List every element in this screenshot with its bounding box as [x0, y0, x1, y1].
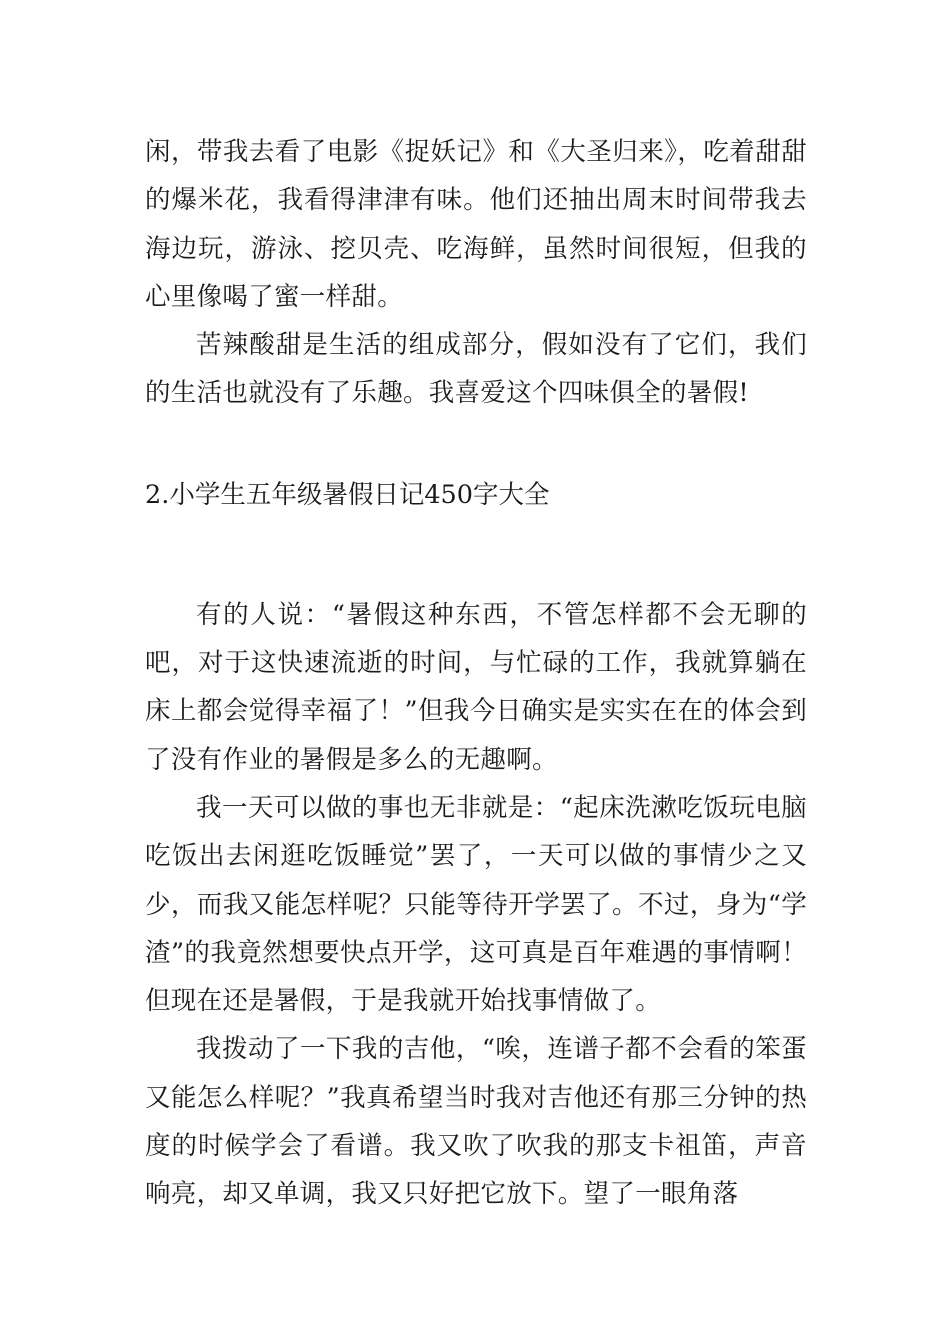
paragraph-3: 有的人说：“暑假这种东西，不管怎样都不会无聊的吧，对于这快速流逝的时间，与忙碌的工作，我就算躺在床上都会觉得幸福了！”但我今日确实是实实在在的体会到了没有作业的暑假是多么的无趣啊。: [145, 599, 807, 775]
paragraph-1: 闲，带我去看了电影《捉妖记》和《大圣归来》，吃着甜甜的爆米花，我看得津津有味。他们还抽出周末时间带我去海边玩，游泳、挖贝壳、吃海鲜，虽然时间很短，但我的心里像喝了蜜一样甜。: [145, 137, 807, 312]
spacer: [145, 519, 807, 591]
document-page: [145, 128, 807, 1219]
paragraph-5: 我拨动了一下我的吉他，“唉，连谱子都不会看的笨蛋又能怎么样呢？”我真希望当时我对吉他还有那三分钟的热度的时候学会了看谱。我又吹了吹我的那支卡祖笛，声音响亮，却又单调，我又只好把它放下。望了一眼角落: [145, 1034, 807, 1210]
section-heading: 2.小学生五年级暑假日记450字大全: [145, 479, 550, 510]
paragraph-2: 苦辣酸甜是生活的组成部分，假如没有了它们，我们的生活也就没有了乐趣。我喜爱这个四味俱全的暑假!: [145, 330, 807, 409]
spacer: [145, 418, 807, 471]
paragraph-4: 我一天可以做的事也无非就是：“起床洗漱吃饭玩电脑吃饭出去闲逛吃饭睡觉”罢了，一天可以做的事情少之又少，而我又能怎样呢？只能等待开学罢了。不过，身为“学渣”的我竟然想要快点开学，这可真是百年难遇的事情啊！但现在还是暑假，于是我就开始找事情做了。: [145, 792, 807, 1017]
